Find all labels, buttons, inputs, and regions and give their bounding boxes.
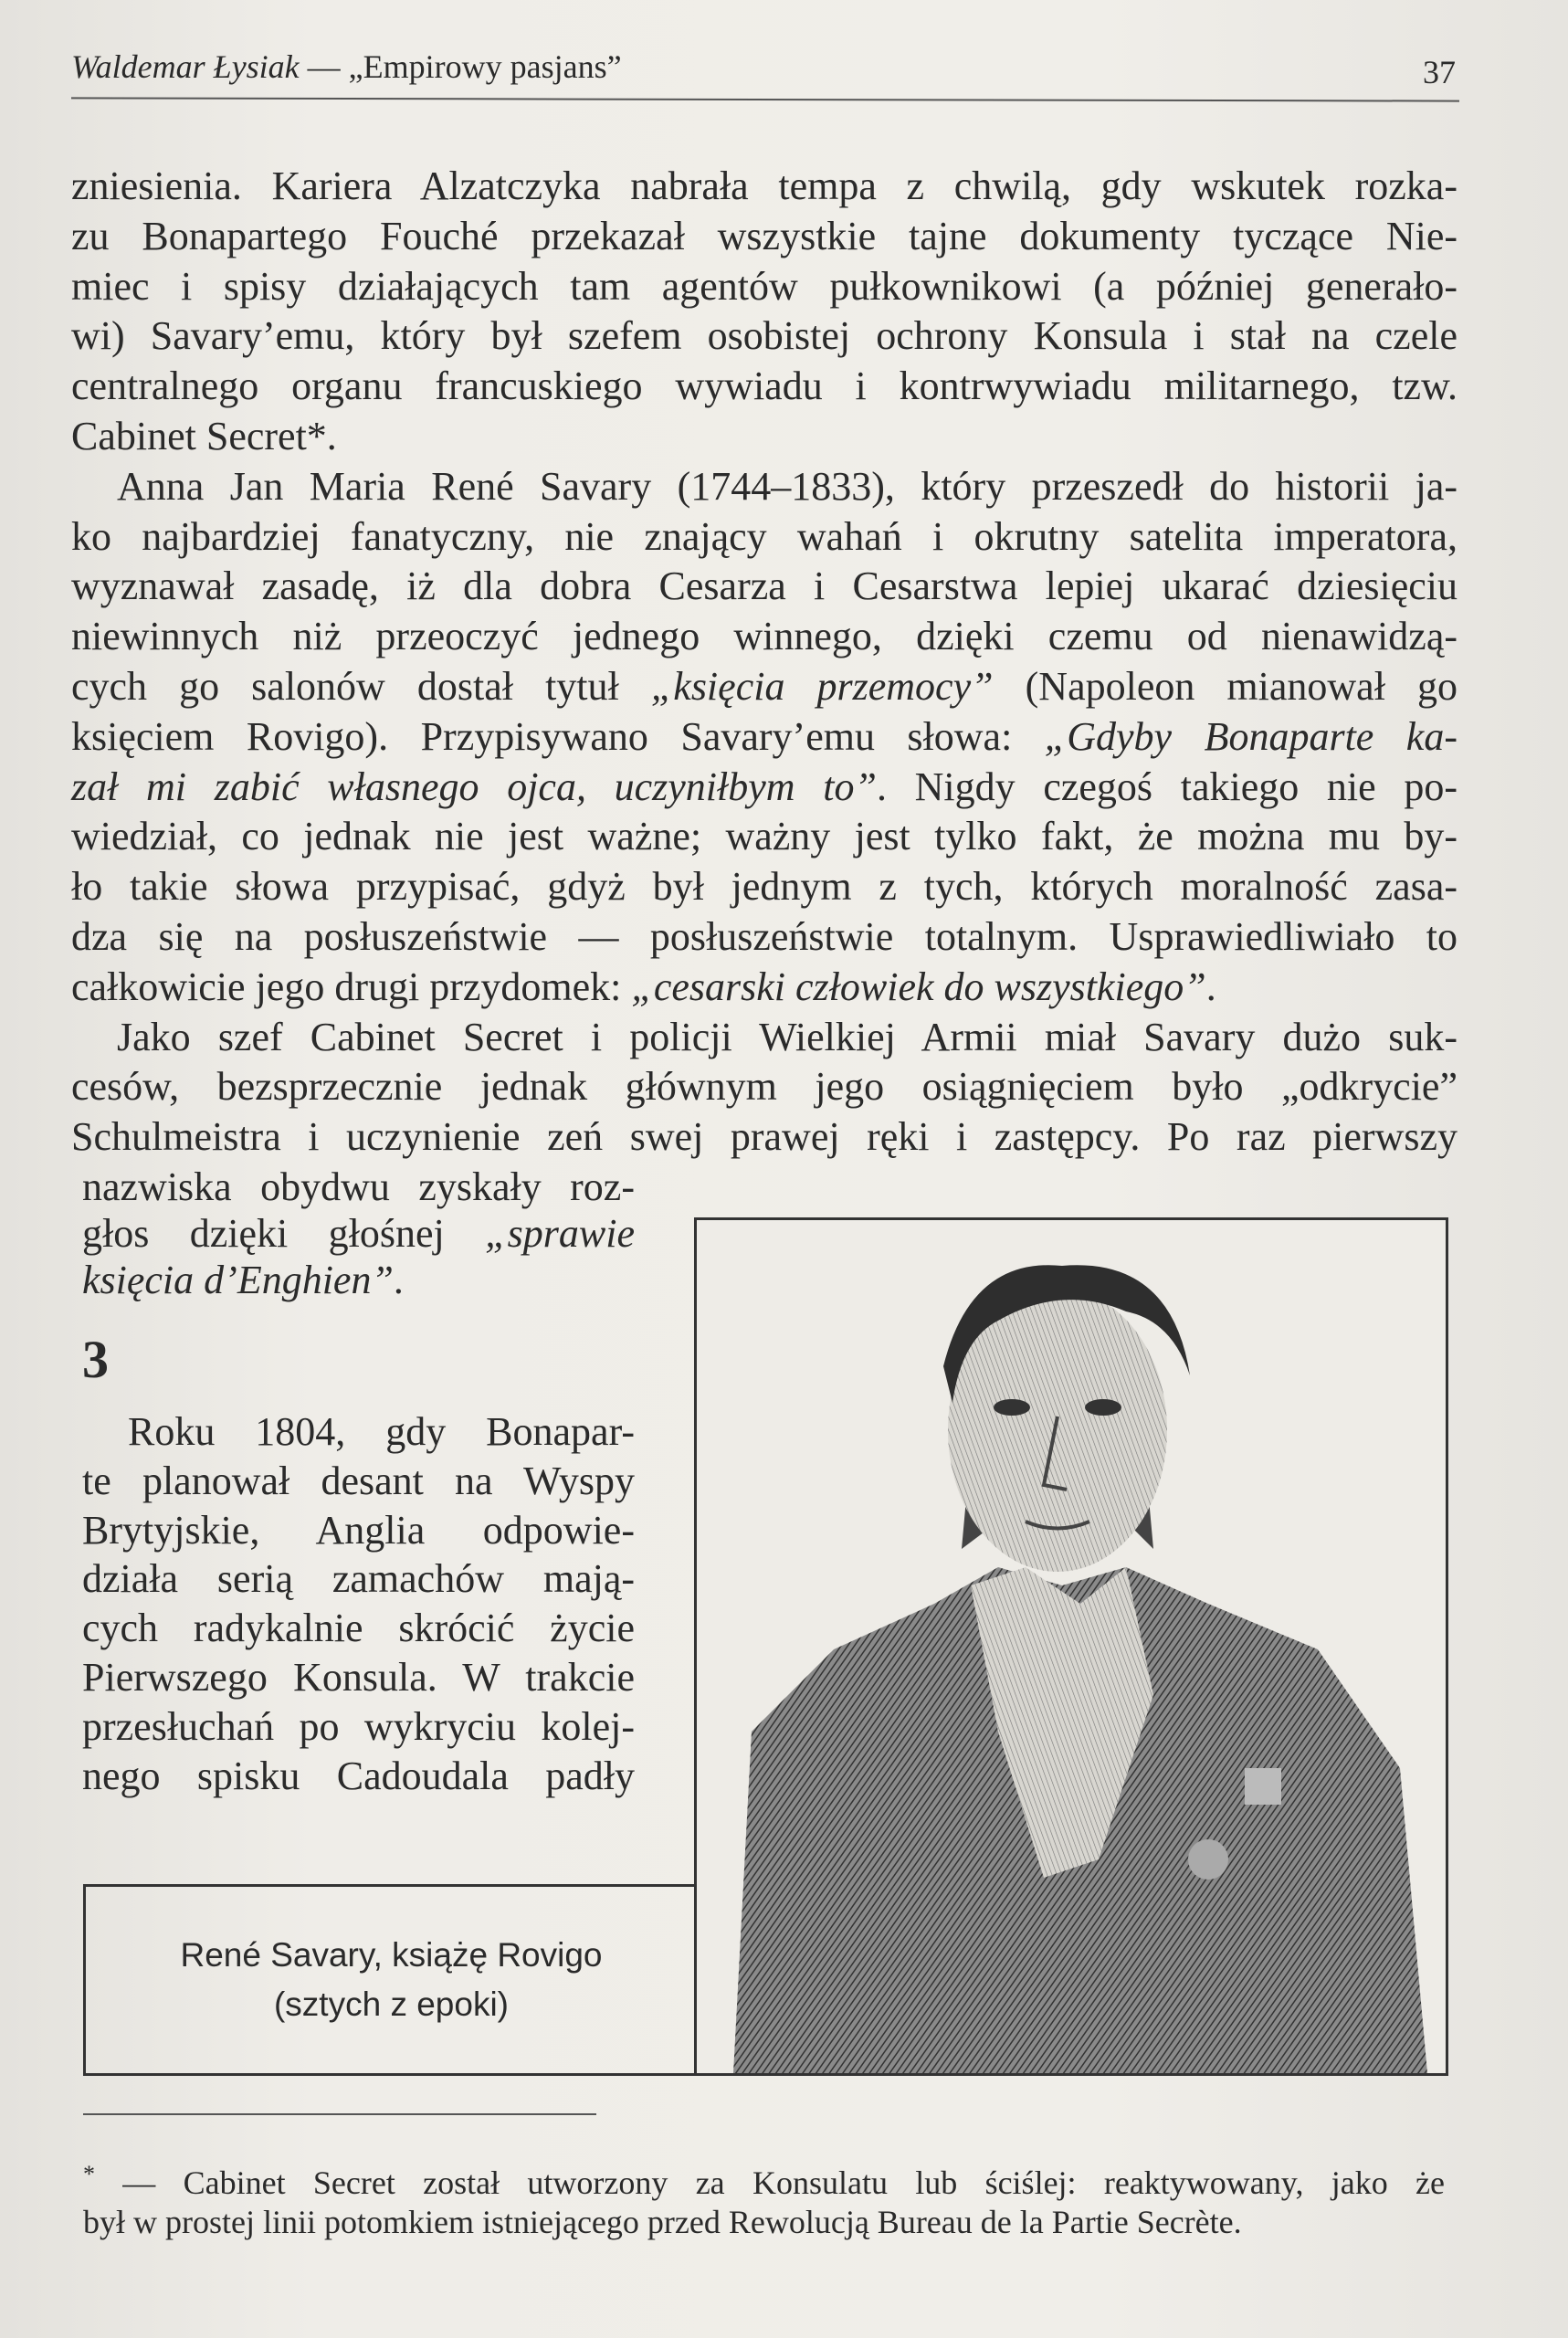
text-run: nego spisku Cadoudala padły xyxy=(82,1753,635,1798)
caption-line: René Savary, książę Rovigo xyxy=(180,1936,603,1974)
text-run: całkowicie jego drugi przydomek: xyxy=(71,964,632,1009)
text-line xyxy=(71,1061,1458,1111)
header-author: Waldemar Łysiak xyxy=(71,48,300,85)
text-line xyxy=(71,211,1458,261)
text-line xyxy=(71,311,1458,361)
running-header xyxy=(71,47,622,86)
text-line xyxy=(82,1208,635,1259)
text-run: dza się na posłuszeństwie — posłuszeństwie totalnym. Usprawiedliwiało to xyxy=(71,914,1458,959)
text-line xyxy=(82,1652,635,1702)
text-line xyxy=(71,261,1458,311)
header-rule xyxy=(71,97,1459,101)
text-run: miec i spisy działających tam agentów pułkownikowi (a później generało- xyxy=(71,263,1458,309)
text-line xyxy=(71,361,1458,411)
text-line xyxy=(71,411,1458,461)
text-line xyxy=(71,711,1458,762)
portrait-image xyxy=(697,1220,1446,2073)
portrait-engraving xyxy=(694,1217,1448,2076)
footnote-rule xyxy=(83,2113,596,2115)
text-run: wyznawał zasadę, iż dla dobra Cesarza i Cesarstwa lepiej ukarać dziesięciu xyxy=(71,563,1458,609)
text-run: Roku 1804, gdy Bonapar- xyxy=(128,1409,635,1454)
text-line xyxy=(82,1701,635,1752)
text-run: zniesienia. Kariera Alzatczyka nabrała tempa z chwilą, gdy wskutek rozka- xyxy=(71,163,1458,208)
text-line xyxy=(71,661,1458,711)
text-line xyxy=(71,762,1458,812)
text-line xyxy=(82,1505,635,1555)
footnote-line: był w prostej linii potomkiem istniejącego przed Rewolucją Bureau de la Partie Secrète. xyxy=(83,2204,1242,2240)
text-line xyxy=(82,1603,635,1653)
text-run: centralnego organu francuskiego wywiadu i kontrwywiadu militarnego, tzw. xyxy=(71,363,1458,409)
text-line xyxy=(71,611,1458,661)
footnote-line xyxy=(83,2152,1445,2206)
header-separator: — xyxy=(299,48,349,85)
text-run: . xyxy=(393,1258,404,1302)
text-run: wiedział, co jednak nie jest ważne; ważny jest tylko fakt, że można mu by- xyxy=(71,814,1458,859)
text-run: . Nigdy czegoś takiego nie po- xyxy=(876,764,1458,809)
text-run: (Napoleon mianował go xyxy=(993,664,1458,709)
italic-text: „sprawie xyxy=(485,1211,635,1256)
text-line xyxy=(82,1456,635,1506)
text-run: niewinnych niż przeoczyć jednego winnego, dzięki czemu od nienawidzą- xyxy=(71,614,1458,659)
text-line xyxy=(82,1553,635,1604)
text-line xyxy=(71,561,1458,611)
text-run: głos dzięki głośnej xyxy=(82,1211,486,1256)
italic-text: „księcia przemocy” xyxy=(650,664,994,709)
text-run: księciem Rovigo). Przypisywano Savary’emu słowa: xyxy=(71,713,1045,759)
text-run: Schulmeistra i uczynienie zeń swej prawej ręki i zastępcy. Po raz pierwszy xyxy=(71,1114,1458,1160)
caption-line: (sztych z epoki) xyxy=(273,1985,509,2023)
text-line xyxy=(71,962,1458,1012)
text-run: przesłuchań po wykryciu kolej- xyxy=(82,1703,635,1749)
text-run: . xyxy=(1205,964,1216,1009)
header-title: „Empirowy pasjans” xyxy=(348,48,622,85)
text-run: Cabinet Secret*. xyxy=(71,414,337,458)
text-run: zu Bonapartego Fouché przekazał wszystkie tajne dokumenty tyczące Nie- xyxy=(71,213,1458,258)
italic-text: zał mi zabić własnego ojca, uczyniłbym to” xyxy=(71,764,877,809)
text-run: Anna Jan Maria René Savary (1744–1833), który przeszedł do historii ja- xyxy=(117,463,1458,509)
text-line xyxy=(82,1255,635,1305)
italic-text: „Gdyby Bonaparte ka- xyxy=(1044,713,1458,759)
chapter-number: 3 xyxy=(82,1330,109,1389)
text-line xyxy=(71,161,1458,211)
text-line xyxy=(82,1162,635,1212)
text-line xyxy=(71,1111,1458,1162)
text-run: Pierwszego Konsula. W trakcie xyxy=(82,1655,635,1700)
text-run: cych radykalnie skrócić życie xyxy=(82,1606,635,1651)
page-number: 37 xyxy=(1423,54,1456,90)
text-line xyxy=(71,811,1458,861)
text-run: cesów, bezsprzecznie jednak głównym jego osiągnięciem było „odkrycie” xyxy=(71,1064,1458,1110)
text-line xyxy=(71,861,1458,911)
text-line xyxy=(117,461,1458,511)
text-run: wi) Savary’emu, który był szefem osobistej ochrony Konsula i stał na czele xyxy=(71,313,1458,359)
text-run: działa serią zamachów mają- xyxy=(82,1556,635,1602)
text-run: Brytyjskie, Anglia odpowie- xyxy=(82,1507,635,1553)
text-run: ko najbardziej fanatyczny, nie znający wahań i okrutny satelita imperatora, xyxy=(71,513,1458,559)
footnote-text: — Cabinet Secret został utworzony za Konsulatu lub ściślej: reaktywowany, jako że xyxy=(95,2164,1445,2201)
text-line xyxy=(82,1751,635,1801)
text-run: cych go salonów dostał tytuł xyxy=(71,664,651,709)
text-run: Jako szef Cabinet Secret i policji Wielkiej Armii miał Savary dużo suk- xyxy=(117,1014,1458,1059)
text-line xyxy=(71,511,1458,562)
text-line xyxy=(117,1012,1458,1062)
italic-text: „cesarski człowiek do wszystkiego” xyxy=(631,964,1206,1009)
text-line xyxy=(71,911,1458,962)
figure-caption xyxy=(83,1884,697,2076)
footnote-marker: * xyxy=(83,2161,95,2187)
text-run: te planował desant na Wyspy xyxy=(82,1458,635,1503)
text-line xyxy=(128,1406,635,1457)
text-run: ło takie słowa przypisać, gdyż był jednym z tych, których moralność zasa- xyxy=(71,864,1458,910)
text-run: nazwiska obydwu zyskały roz- xyxy=(82,1164,635,1209)
italic-text: księcia d’Enghien” xyxy=(82,1258,394,1302)
